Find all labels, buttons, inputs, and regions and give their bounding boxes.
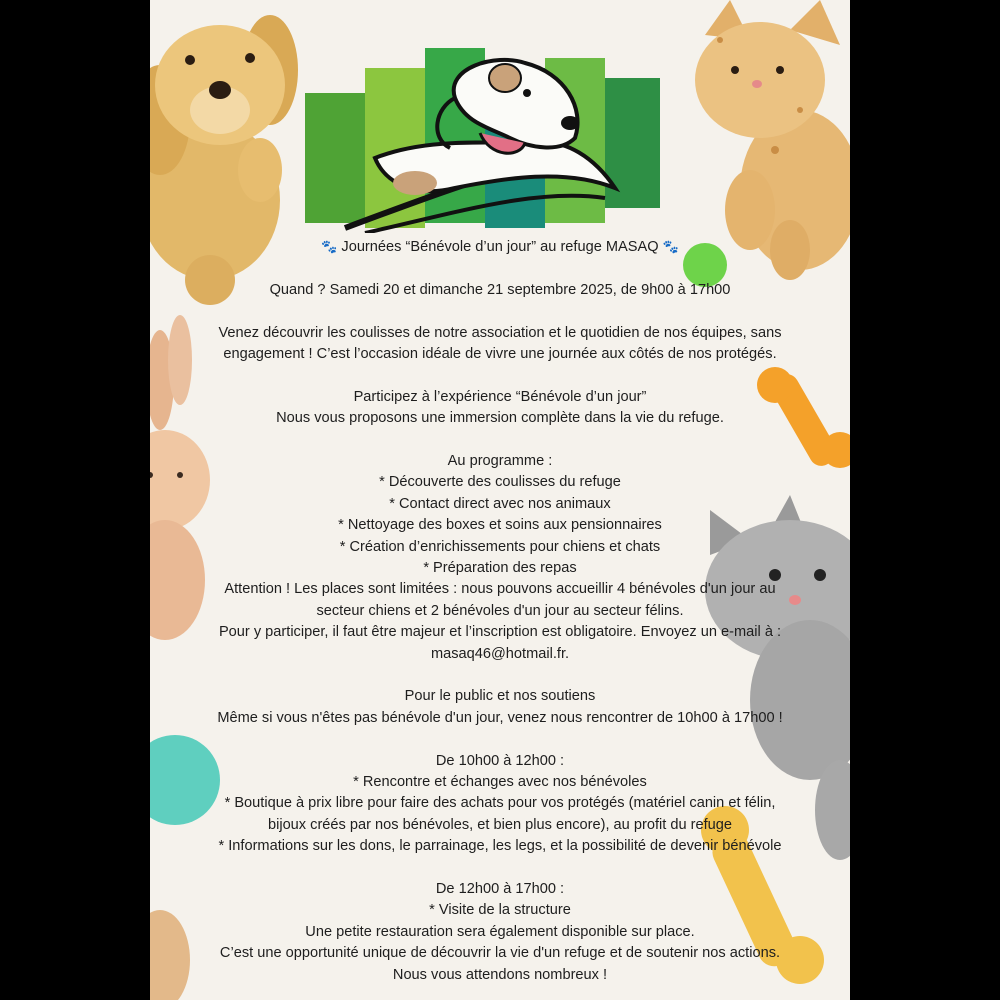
- masaq-logo: [305, 48, 660, 233]
- attention-line: Attention ! Les places sont limitées : nous pouvons accueillir 4 bénévoles d'un jour au: [224, 581, 776, 598]
- afternoon-item: * Visite de la structure: [429, 902, 571, 919]
- intro-line: Venez découvrir les coulisses de notre association et le quotidien de nos équipes, sans: [218, 324, 782, 341]
- paw-prints-icon: 🐾: [321, 239, 338, 254]
- morning-item: * Rencontre et échanges avec nos bénévoles: [353, 774, 647, 791]
- paw-prints-icon: 🐾: [662, 239, 679, 254]
- programme-item: * Nettoyage des boxes et soins aux pensionnaires: [338, 517, 662, 534]
- intro-line: engagement ! C’est l’occasion idéale de vivre une journée aux côtés de nos protégés.: [223, 346, 777, 362]
- public-text: Même si vous n'êtes pas bénévole d'un jour, venez nous rencontrer de 10h00 à 17h00 !: [217, 709, 783, 726]
- afternoon-heading: De 12h00 à 17h00 :: [435, 881, 565, 898]
- experience-heading: Participez à l’expérience “Bénévole d’un jour”: [353, 388, 647, 405]
- morning-item: * Boutique à prix libre pour faire des achats pour vos protégés (matériel canin et félin,: [224, 795, 776, 812]
- poster: [150, 0, 850, 1000]
- programme-item: * Préparation des repas: [423, 560, 577, 577]
- public-heading: Pour le public et nos soutiens: [404, 688, 596, 705]
- afternoon-item: C’est une opportunité unique de découvrir la vie d'un refuge et de soutenir nos actions.: [219, 945, 781, 962]
- attention-line: secteur chiens et 2 bénévoles d'un jour au secteur félins.: [316, 602, 684, 619]
- afternoon-item: Une petite restauration sera également disponible sur place.: [305, 923, 695, 940]
- event-date: Quand ? Samedi 20 et dimanche 21 septembre 2025, de 9h00 à 17h00: [269, 281, 731, 298]
- announcement-text: [150, 236, 850, 986]
- morning-heading: De 10h00 à 12h00 :: [435, 752, 565, 769]
- attention-line: Pour y participer, il faut être majeur et l’inscription est obligatoire. Envoyez un e-mail à :: [218, 624, 782, 641]
- programme-item: * Création d’enrichissements pour chiens et chats: [339, 538, 661, 555]
- title-line: [150, 236, 850, 258]
- programme-heading: Au programme :: [447, 453, 553, 469]
- morning-item: * Informations sur les dons, le parrainage, les legs, et la possibilité de devenir bénévole: [218, 838, 782, 855]
- morning-item: bijoux créés par nos bénévoles, et bien plus encore), au profit du refuge: [267, 816, 733, 833]
- programme-item: * Découverte des coulisses du refuge: [379, 474, 621, 491]
- closing-line: Nous vous attendons nombreux !: [392, 966, 608, 983]
- programme-item: * Contact direct avec nos animaux: [389, 495, 611, 512]
- experience-text: Nous vous proposons une immersion complète dans la vie du refuge.: [276, 410, 724, 427]
- contact-email: masaq46@hotmail.fr.: [430, 645, 570, 662]
- page-title: Journées “Bénévole d’un jour” au refuge MASAQ: [341, 239, 659, 255]
